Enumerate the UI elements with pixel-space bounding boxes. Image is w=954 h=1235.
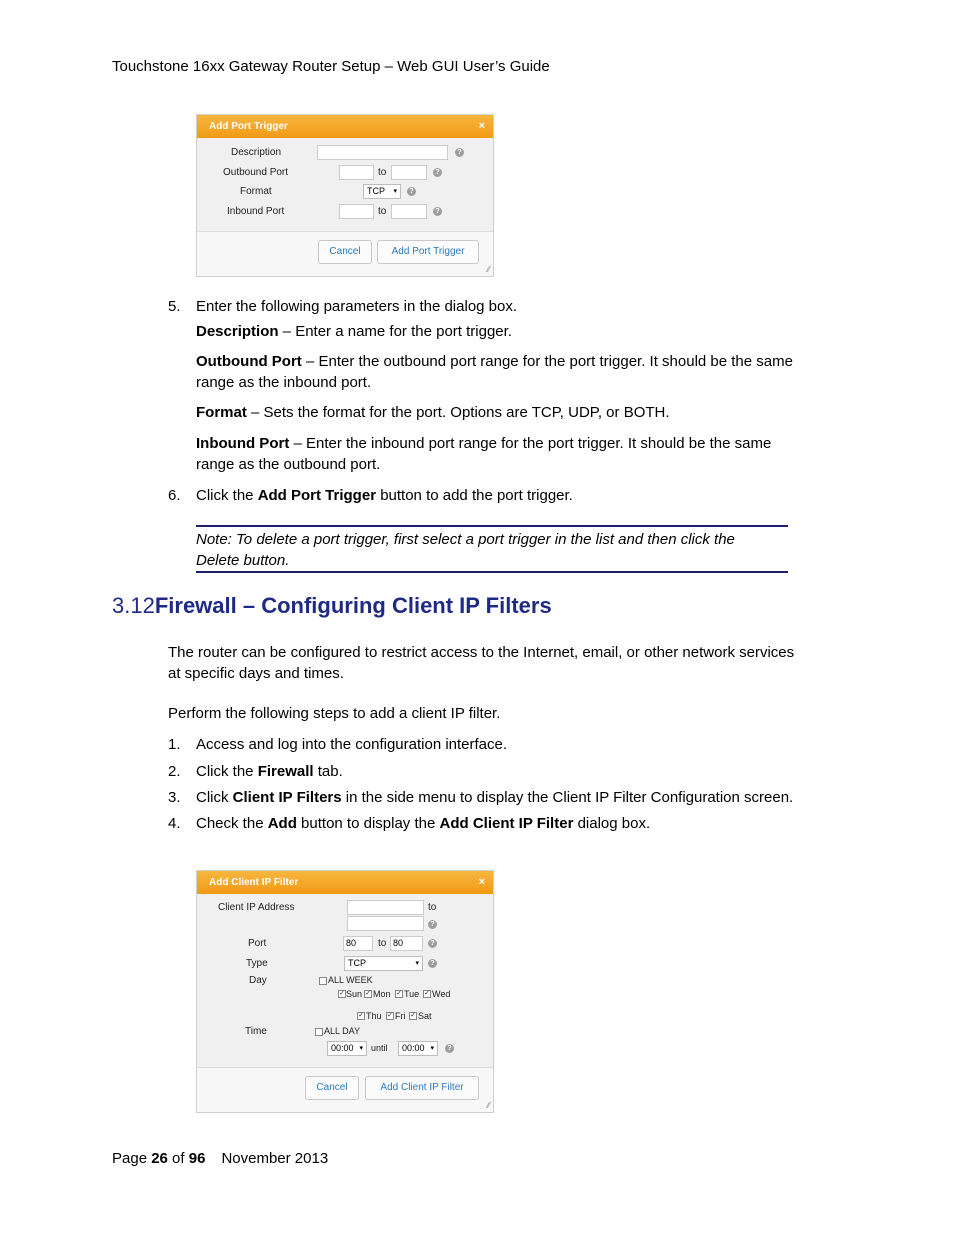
text-run: button to display the bbox=[296, 815, 440, 832]
section-heading bbox=[112, 593, 552, 619]
text-run: Check the bbox=[196, 815, 268, 832]
description-input[interactable] bbox=[317, 145, 448, 160]
sat-label: Sat bbox=[418, 1011, 432, 1021]
day-label: Day bbox=[249, 975, 267, 986]
dialog-body bbox=[197, 894, 493, 1112]
chevron-down-icon: ▾ bbox=[393, 188, 397, 195]
footer-date: November 2013 bbox=[221, 1150, 329, 1167]
inbound-port-label: Inbound Port bbox=[227, 206, 285, 217]
format-label: Format bbox=[240, 186, 272, 197]
outbound-port-start-input[interactable] bbox=[339, 165, 374, 180]
cancel-button[interactable]: Cancel bbox=[305, 1076, 359, 1100]
sat-checkbox[interactable]: ✓ bbox=[410, 1012, 416, 1019]
text-run: Click bbox=[196, 789, 233, 806]
tue-label: Tue bbox=[404, 989, 420, 999]
note-line-1: Note: To delete a port trigger, first select a port trigger in the list and then click the bbox=[196, 531, 735, 548]
type-label: Type bbox=[246, 958, 268, 969]
param-term: Outbound Port bbox=[196, 353, 302, 370]
step-2-number: 2. bbox=[168, 763, 181, 780]
dialog-titlebar bbox=[197, 115, 493, 138]
steps-intro: Perform the following steps to add a client IP filter. bbox=[168, 705, 501, 722]
step-3-number: 3. bbox=[168, 789, 181, 806]
to-label: to bbox=[378, 167, 387, 178]
client-ip-end-input[interactable] bbox=[347, 916, 424, 931]
param-term: Format bbox=[196, 404, 247, 421]
param-term: Inbound Port bbox=[196, 435, 290, 452]
resize-grip-icon[interactable]: ⁄⁄ bbox=[487, 265, 490, 274]
tue-checkbox[interactable]: ✓ bbox=[396, 990, 402, 997]
client-ip-label: Client IP Address bbox=[218, 902, 295, 913]
add-client-ip-filter-dialog bbox=[196, 870, 494, 1113]
client-ip-start-input[interactable] bbox=[347, 900, 424, 915]
port-label: Port bbox=[248, 938, 267, 949]
dialog-title: Add Client IP Filter bbox=[209, 877, 299, 888]
to-label: to bbox=[378, 938, 387, 949]
step-2-text bbox=[196, 761, 343, 782]
thu-checkbox[interactable]: ✓ bbox=[358, 1012, 364, 1019]
time-label: Time bbox=[245, 1026, 267, 1037]
outbound-port-label: Outbound Port bbox=[223, 167, 289, 178]
add-client-ip-filter-button[interactable]: Add Client IP Filter bbox=[365, 1076, 479, 1100]
format-select[interactable] bbox=[363, 184, 401, 199]
step-1-number: 1. bbox=[168, 736, 181, 753]
param-text: – Sets the format for the port. Options are TCP, UDP, or BOTH. bbox=[246, 404, 670, 421]
document-header: Touchstone 16xx Gateway Router Setup – Web GUI User’s Guide bbox=[112, 58, 550, 75]
sun-label: Sun bbox=[346, 989, 363, 999]
help-icon[interactable]: ? bbox=[407, 187, 416, 196]
type-value: TCP bbox=[348, 958, 366, 968]
until-label: until bbox=[371, 1043, 388, 1053]
text-run: Page bbox=[112, 1150, 152, 1167]
mon-checkbox[interactable]: ✓ bbox=[365, 990, 371, 997]
help-icon[interactable]: ? bbox=[433, 207, 442, 216]
wed-label: Wed bbox=[432, 989, 451, 999]
port-start-input[interactable]: 80 bbox=[343, 936, 373, 951]
wed-checkbox[interactable]: ✓ bbox=[424, 990, 430, 997]
dialog-body bbox=[197, 138, 493, 276]
outbound-port-param bbox=[196, 351, 793, 372]
help-icon[interactable]: ? bbox=[428, 959, 437, 968]
add-port-trigger-dialog bbox=[196, 114, 494, 277]
param-term: Description bbox=[196, 323, 279, 340]
step-3-text bbox=[196, 787, 793, 808]
text-run: dialog box. bbox=[573, 815, 651, 832]
to-label: to bbox=[428, 902, 437, 913]
format-value: TCP bbox=[367, 186, 385, 196]
cancel-button[interactable]: Cancel bbox=[318, 240, 372, 264]
help-icon[interactable]: ? bbox=[445, 1044, 454, 1053]
inbound-port-start-input[interactable] bbox=[339, 204, 374, 219]
close-icon[interactable]: × bbox=[478, 876, 485, 888]
close-icon[interactable]: × bbox=[478, 120, 485, 132]
all-week-checkbox[interactable] bbox=[319, 977, 327, 985]
help-icon[interactable]: ? bbox=[428, 939, 437, 948]
chevron-down-icon: ▾ bbox=[359, 1045, 363, 1052]
all-day-checkbox[interactable] bbox=[315, 1028, 323, 1036]
to-label: to bbox=[378, 206, 387, 217]
dialog-titlebar bbox=[197, 871, 493, 894]
time-end-select[interactable] bbox=[398, 1041, 438, 1056]
dialog-title: Add Port Trigger bbox=[209, 121, 288, 132]
bold-run: Add Port Trigger bbox=[257, 487, 377, 504]
outbound-port-param-cont: range as the inbound port. bbox=[196, 374, 372, 391]
param-text: – Enter a name for the port trigger. bbox=[278, 323, 512, 340]
page-number: 26 bbox=[151, 1150, 168, 1167]
dialog-footer bbox=[197, 1067, 493, 1112]
dialog-footer bbox=[197, 231, 493, 276]
page-footer bbox=[112, 1148, 328, 1169]
step-5-number: 5. bbox=[168, 298, 181, 315]
port-end-input[interactable]: 80 bbox=[390, 936, 423, 951]
inbound-port-param bbox=[196, 433, 771, 454]
all-week-label: ALL WEEK bbox=[328, 975, 373, 985]
time-start-value: 00:00 bbox=[331, 1043, 354, 1053]
bold-run: Client IP Filters bbox=[232, 789, 342, 806]
fri-checkbox[interactable]: ✓ bbox=[387, 1012, 393, 1019]
page-total: 96 bbox=[188, 1150, 206, 1167]
step-6-text bbox=[196, 485, 573, 506]
inbound-port-end-input[interactable] bbox=[391, 204, 427, 219]
param-text: – Enter the inbound port range for the port trigger. It should be the same bbox=[289, 435, 772, 452]
resize-grip-icon[interactable]: ⁄⁄ bbox=[487, 1101, 490, 1110]
text-run: button to add the port trigger. bbox=[376, 487, 573, 504]
thu-label: Thu bbox=[366, 1011, 382, 1021]
help-icon[interactable]: ? bbox=[428, 920, 437, 929]
text-run: Click the bbox=[196, 487, 258, 504]
step-5-text: Enter the following parameters in the dialog box. bbox=[196, 298, 518, 315]
bold-run: Firewall bbox=[257, 763, 314, 780]
step-4-number: 4. bbox=[168, 815, 181, 832]
mon-label: Mon bbox=[373, 989, 391, 999]
add-port-trigger-button[interactable]: Add Port Trigger bbox=[377, 240, 479, 264]
time-start-select[interactable] bbox=[327, 1041, 367, 1056]
section-number: 3.12 bbox=[112, 593, 155, 618]
description-label: Description bbox=[231, 147, 282, 158]
chevron-down-icon: ▾ bbox=[415, 960, 419, 967]
type-select[interactable] bbox=[344, 956, 423, 971]
text-run: in the side menu to display the Client IP Filter Configuration screen. bbox=[341, 789, 794, 806]
fri-label: Fri bbox=[395, 1011, 406, 1021]
intro-paragraph-line-2: at specific days and times. bbox=[168, 665, 344, 682]
inbound-port-param-cont: range as the outbound port. bbox=[196, 456, 381, 473]
text-run: of bbox=[167, 1150, 189, 1167]
sun-checkbox[interactable]: ✓ bbox=[339, 990, 345, 997]
text-run: Click the bbox=[196, 763, 258, 780]
outbound-port-end-input[interactable] bbox=[391, 165, 427, 180]
intro-paragraph-line-1: The router can be configured to restrict access to the Internet, email, or other network services bbox=[168, 644, 795, 661]
all-day-label: ALL DAY bbox=[324, 1026, 361, 1036]
help-icon[interactable]: ? bbox=[455, 148, 464, 157]
note-line-2: Delete button. bbox=[196, 552, 290, 569]
bold-run: Add bbox=[267, 815, 297, 832]
note-box bbox=[196, 525, 788, 573]
step-1-text: Access and log into the configuration interface. bbox=[196, 736, 508, 753]
description-param bbox=[196, 321, 512, 342]
chevron-down-icon: ▾ bbox=[430, 1045, 434, 1052]
text-run: tab. bbox=[313, 763, 343, 780]
format-param bbox=[196, 402, 670, 423]
step-4-text bbox=[196, 813, 650, 834]
param-text: – Enter the outbound port range for the port trigger. It should be the same bbox=[301, 353, 793, 370]
section-title: Firewall – Configuring Client IP Filters bbox=[154, 593, 552, 618]
bold-run: Add Client IP Filter bbox=[439, 815, 574, 832]
help-icon[interactable]: ? bbox=[433, 168, 442, 177]
time-end-value: 00:00 bbox=[402, 1043, 425, 1053]
step-6-number: 6. bbox=[168, 487, 181, 504]
